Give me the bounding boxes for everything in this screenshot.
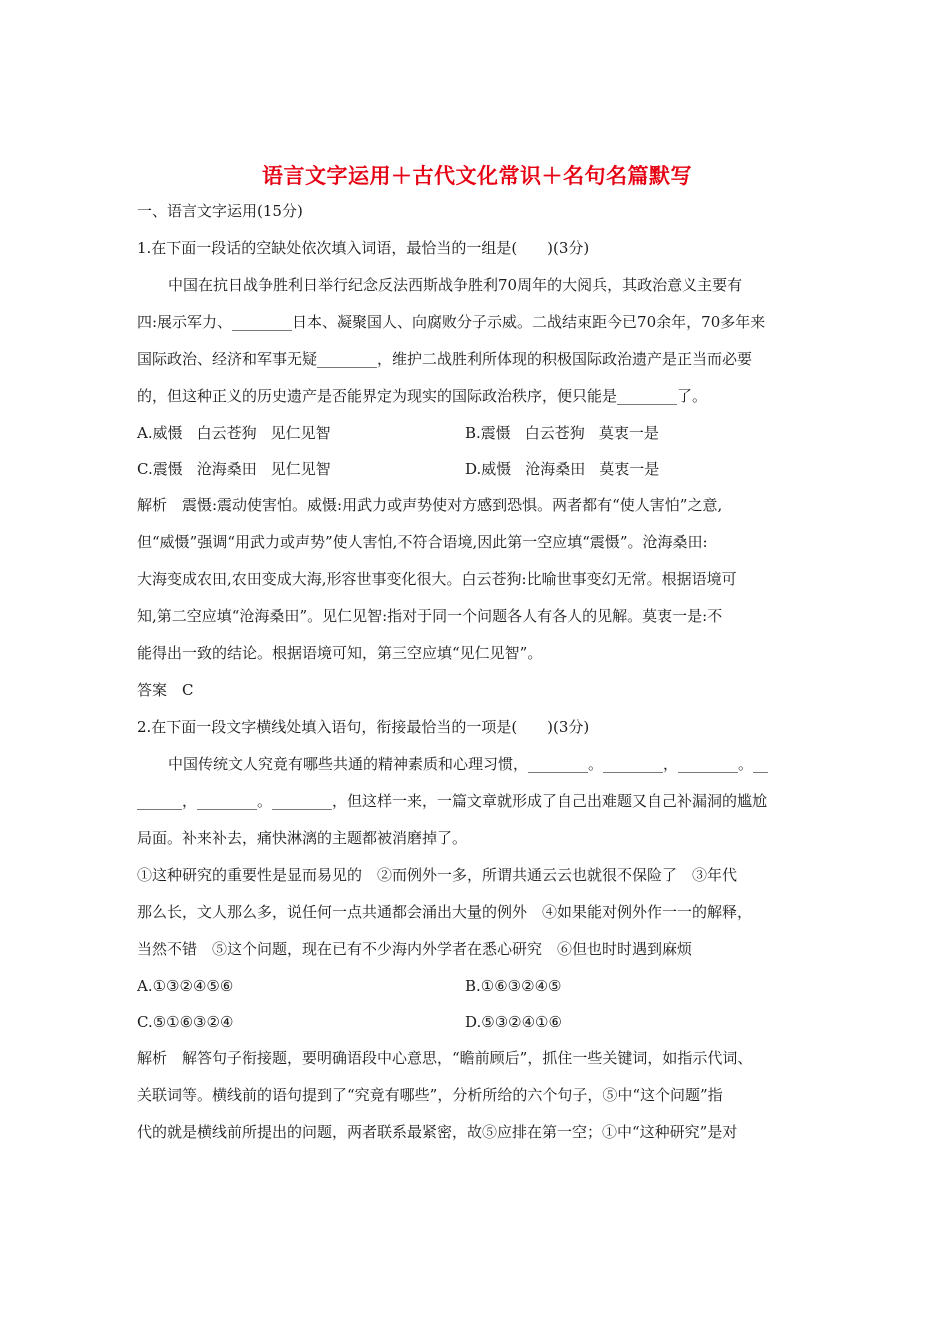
q2-option-d: D.⑤③②④①⑥ xyxy=(465,1013,562,1031)
page-title: 语言文字运用＋古代文化常识＋名句名篇默写 xyxy=(262,164,692,188)
q1-passage-line: 的，但这种正义的历史遗产是否能界定为现实的国际政治秩序，便只能是________了。 xyxy=(137,387,708,405)
question-2-stem: 2.在下面一段文字横线处填入语句，衔接最恰当的一项是( )(3分) xyxy=(137,718,590,736)
q2-option-b: B.①⑥③②④⑤ xyxy=(465,977,562,995)
document-body xyxy=(137,193,817,1151)
q2-passage-line: 局面。补来补去，痛快淋漓的主题都被消磨掉了。 xyxy=(137,829,468,847)
q1-options-row xyxy=(137,451,817,487)
q1-option-b: B.震慑 白云苍狗 莫衷一是 xyxy=(465,424,659,442)
q1-passage-line: 四:展示军力、________日本、凝聚国人、向腐败分子示威。二战结束距今已70余年，70多年来 xyxy=(137,313,766,331)
q1-analysis-line: 大海变成农田,农田变成大海,形容世事变化很大。白云苍狗:比喻世事变幻无常。根据语境可 xyxy=(137,570,737,588)
q1-analysis-line: 解析 震慑:震动使害怕。威慑:用武力或声势使对方感到恐惧。两者都有“使人害怕”之意, xyxy=(137,496,723,514)
q1-option-a: A.威慑 白云苍狗 见仁见智 xyxy=(137,424,331,442)
q1-analysis-line: 但“威慑”强调“用武力或声势”使人害怕,不符合语境,因此第一空应填“震慑”。沧海桑田: xyxy=(137,533,708,551)
q2-option-a: A.①③②④⑤⑥ xyxy=(137,977,234,995)
q2-analysis-line: 关联词等。横线前的语句提到了“究竟有哪些”，分析所给的六个句子，⑤中“这个问题”指 xyxy=(137,1086,723,1104)
q1-options-row xyxy=(137,415,817,451)
q2-analysis-line: 解析 解答句子衔接题，要明确语段中心意思，“瞻前顾后”，抓住一些关键词，如指示代词、 xyxy=(137,1049,753,1067)
section-heading: 一、语言文字运用(15分) xyxy=(137,202,303,220)
q2-sentence-line: 当然不错 ⑤这个问题，现在已有不少海内外学者在悉心研究 ⑥但也时时遇到麻烦 xyxy=(137,940,693,958)
q2-options-row xyxy=(137,968,817,1004)
q2-passage-line: ______，________。________，但这样一来，一篇文章就形成了自己出难题又自己补漏洞的尴尬 xyxy=(137,792,768,810)
q1-option-d: D.威慑 沧海桑田 莫衷一是 xyxy=(465,460,660,478)
q1-analysis-line: 能得出一致的结论。根据语境可知，第三空应填“见仁见智”。 xyxy=(137,644,543,662)
q1-passage-line: 中国在抗日战争胜利日举行纪念反法西斯战争胜利70周年的大阅兵，其政治意义主要有 xyxy=(168,276,743,294)
q2-analysis-line: 代的就是横线前所提出的问题，两者联系最紧密，故⑤应排在第一空；①中“这种研究”是对 xyxy=(137,1123,738,1141)
q2-passage-line: 中国传统文人究竟有哪些共通的精神素质和心理习惯，________。________，________。__ xyxy=(168,755,769,773)
q2-sentence-line: 那么长，文人那么多，说任何一点共通都会涌出大量的例外 ④如果能对例外作一一的解释， xyxy=(137,903,753,921)
q2-sentence-line: ①这种研究的重要性是显而易见的 ②而例外一多，所谓共通云云也就很不保险了 ③年代 xyxy=(137,866,738,884)
question-1-stem: 1.在下面一段话的空缺处依次填入词语，最恰当的一组是( )(3分) xyxy=(137,239,590,257)
q1-analysis-line: 知,第二空应填“沧海桑田”。见仁见智:指对于同一个问题各人有各人的见解。莫衷一是:不 xyxy=(137,607,723,625)
q2-option-c: C.⑤①⑥③②④ xyxy=(137,1013,234,1031)
q1-option-c: C.震慑 沧海桑田 见仁见智 xyxy=(137,460,331,478)
q1-answer: 答案 C xyxy=(137,681,194,699)
q2-options-row xyxy=(137,1004,817,1040)
q1-passage-line: 国际政治、经济和军事无疑________，维护二战胜利所体现的积极国际政治遗产是正当而必要 xyxy=(137,350,753,368)
